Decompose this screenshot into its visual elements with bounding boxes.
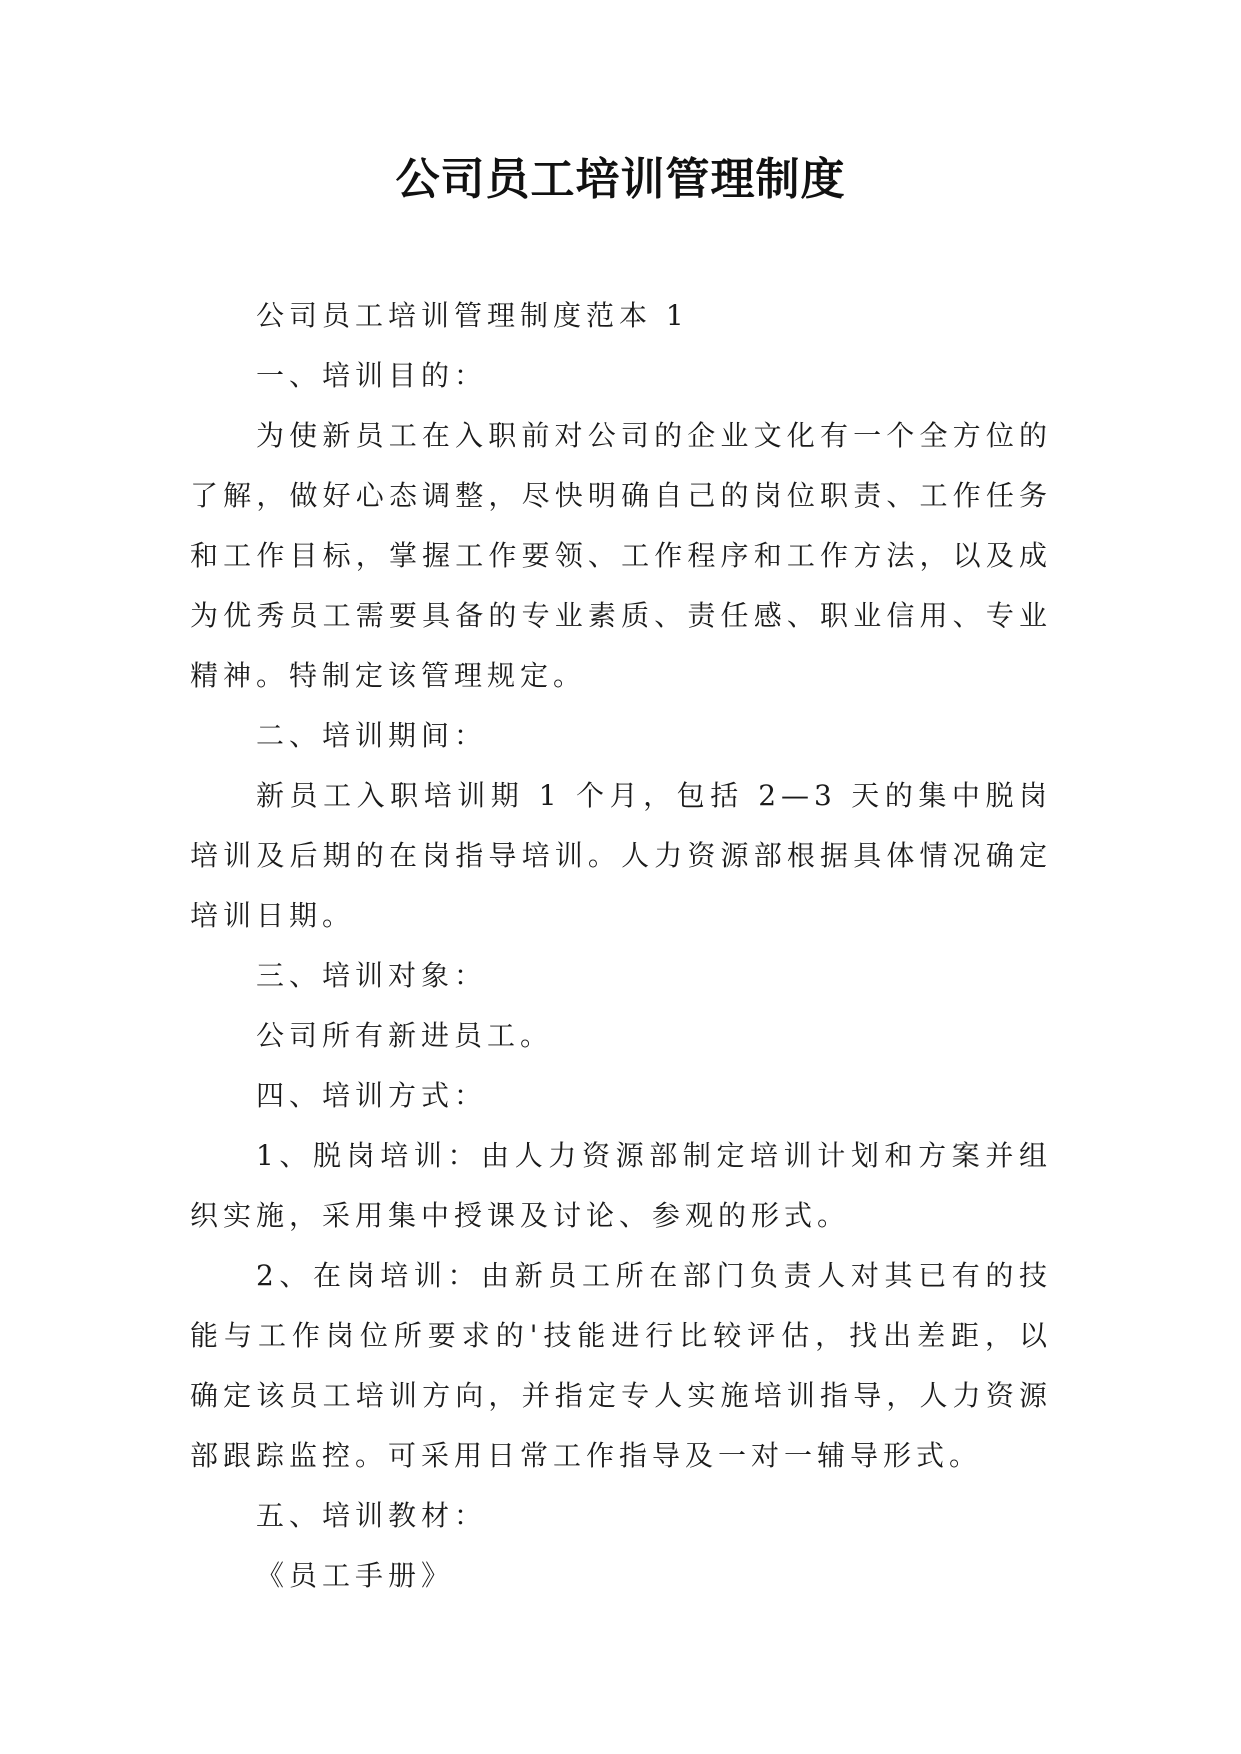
paragraph-audience: 公司所有新进员工。	[256, 1019, 554, 1052]
paragraph-materials: 《员工手册》	[256, 1559, 455, 1592]
document-title: 公司员工培训管理制度	[395, 154, 846, 205]
section-heading-materials: 五、培训教材：	[256, 1499, 488, 1532]
paragraph-template-heading: 公司员工培训管理制度范本 1	[256, 299, 689, 332]
section-heading-method: 四、培训方式：	[256, 1079, 488, 1112]
section-heading-audience: 三、培训对象：	[256, 959, 488, 992]
section-heading-period: 二、培训期间：	[256, 719, 488, 752]
paragraph-method-offjob: 1、脱岗培训：由人力资源部制定培训计划和方案并组织实施，采用集中授课及讨论、参观的形式。	[190, 1139, 1052, 1232]
paragraph-period: 新员工入职培训期 1 个月，包括 2—3 天的集中脱岗培训及后期的在岗指导培训。人力资源部根据具体情况确定培训日期。	[190, 779, 1052, 932]
paragraph-method-onjob: 2、在岗培训：由新员工所在部门负责人对其已有的技能与工作岗位所要求的'技能进行比较评估，找出差距，以确定该员工培训方向，并指定专人实施培训指导，人力资源部跟踪监控。可采用日常工作指导及一对一辅导形式。	[190, 1259, 1052, 1472]
document-body	[190, 286, 1052, 1606]
paragraph-purpose: 为使新员工在入职前对公司的企业文化有一个全方位的了解，做好心态调整，尽快明确自己的岗位职责、工作任务和工作目标，掌握工作要领、工作程序和工作方法，以及成为优秀员工需要具备的专业素质、责任感、职业信用、专业精神。特制定该管理规定。	[190, 419, 1052, 692]
section-heading-purpose: 一、培训目的：	[256, 359, 488, 392]
